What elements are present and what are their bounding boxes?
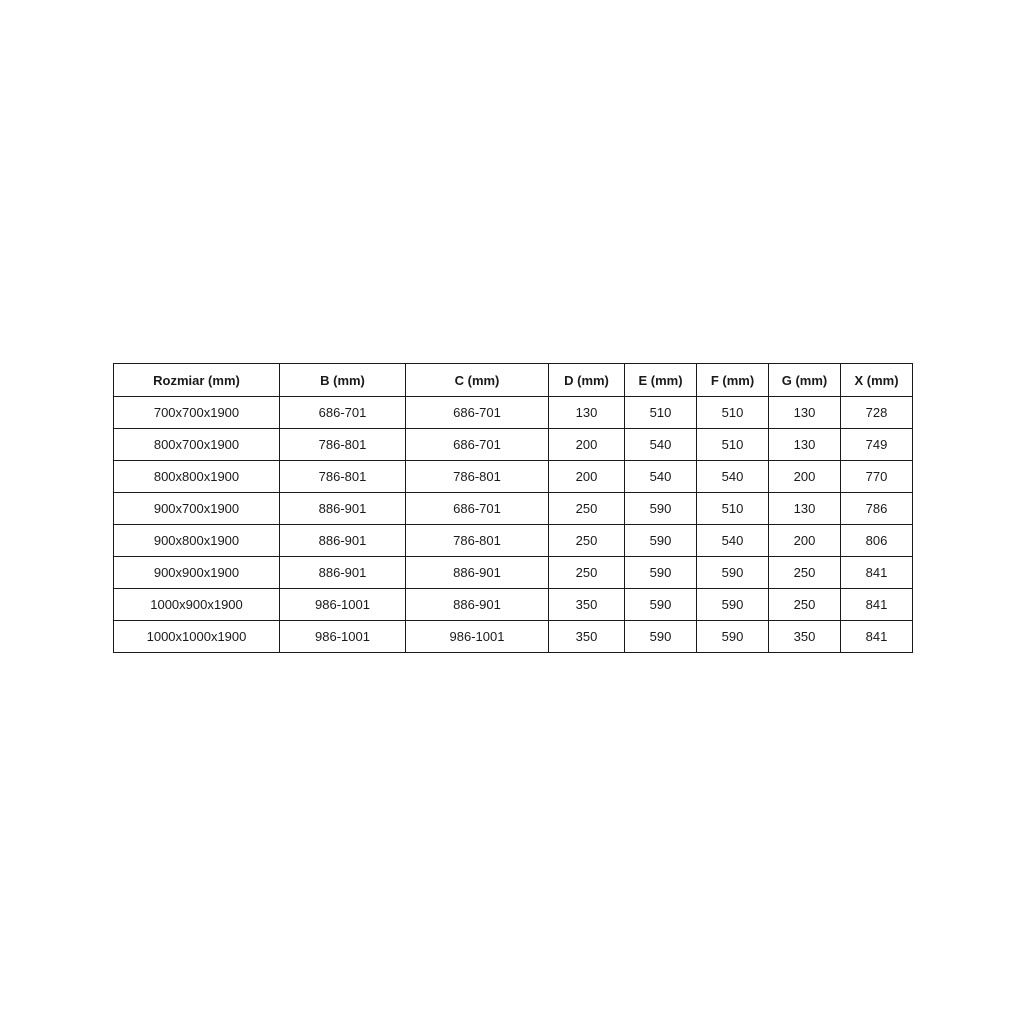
table-row xyxy=(114,525,913,557)
table-cell: 130 xyxy=(769,493,841,525)
table-cell: 350 xyxy=(549,589,625,621)
table-cell: 540 xyxy=(625,461,697,493)
table-cell: 686-701 xyxy=(406,397,549,429)
table-cell: 841 xyxy=(841,621,913,653)
table-cell: 250 xyxy=(549,525,625,557)
table-cell: 986-1001 xyxy=(280,589,406,621)
table-cell: 540 xyxy=(625,429,697,461)
table-cell: 686-701 xyxy=(406,493,549,525)
table-cell: 770 xyxy=(841,461,913,493)
table-header-row xyxy=(114,364,913,397)
table-cell: 130 xyxy=(769,397,841,429)
table-row xyxy=(114,397,913,429)
table-cell: 806 xyxy=(841,525,913,557)
table-cell: 130 xyxy=(549,397,625,429)
table-cell: 250 xyxy=(549,493,625,525)
table-cell: 841 xyxy=(841,589,913,621)
table-cell: 540 xyxy=(697,461,769,493)
column-header: Rozmiar (mm) xyxy=(114,364,280,397)
table-cell: 510 xyxy=(625,397,697,429)
table-cell: 886-901 xyxy=(280,557,406,589)
table-cell: 510 xyxy=(697,397,769,429)
table-row xyxy=(114,621,913,653)
table-cell: 510 xyxy=(697,429,769,461)
table-cell: 749 xyxy=(841,429,913,461)
table-row xyxy=(114,461,913,493)
table-row xyxy=(114,589,913,621)
table-cell: 200 xyxy=(549,429,625,461)
table-cell: 728 xyxy=(841,397,913,429)
table-row xyxy=(114,493,913,525)
table-cell: 590 xyxy=(625,493,697,525)
table-cell: 590 xyxy=(625,525,697,557)
table-cell: 800x800x1900 xyxy=(114,461,280,493)
table-cell: 786-801 xyxy=(280,461,406,493)
size-specification-table xyxy=(113,363,913,653)
table-cell: 886-901 xyxy=(406,557,549,589)
table-header xyxy=(114,364,913,397)
column-header: C (mm) xyxy=(406,364,549,397)
table-cell: 200 xyxy=(769,461,841,493)
table-cell: 786 xyxy=(841,493,913,525)
table-body xyxy=(114,397,913,653)
table-cell: 200 xyxy=(769,525,841,557)
table-cell: 886-901 xyxy=(280,525,406,557)
table-cell: 886-901 xyxy=(406,589,549,621)
table-cell: 200 xyxy=(549,461,625,493)
column-header: G (mm) xyxy=(769,364,841,397)
table-cell: 590 xyxy=(625,557,697,589)
table-cell: 686-701 xyxy=(280,397,406,429)
table-cell: 1000x900x1900 xyxy=(114,589,280,621)
column-header: E (mm) xyxy=(625,364,697,397)
table-cell: 1000x1000x1900 xyxy=(114,621,280,653)
table-cell: 986-1001 xyxy=(280,621,406,653)
table-cell: 590 xyxy=(625,621,697,653)
table-cell: 986-1001 xyxy=(406,621,549,653)
table-cell: 900x900x1900 xyxy=(114,557,280,589)
table-cell: 786-801 xyxy=(280,429,406,461)
table-cell: 250 xyxy=(549,557,625,589)
table-row xyxy=(114,557,913,589)
table-row xyxy=(114,429,913,461)
table-cell: 841 xyxy=(841,557,913,589)
table-cell: 350 xyxy=(769,621,841,653)
column-header: D (mm) xyxy=(549,364,625,397)
table-cell: 590 xyxy=(697,557,769,589)
column-header: F (mm) xyxy=(697,364,769,397)
table-cell: 350 xyxy=(549,621,625,653)
table-cell: 130 xyxy=(769,429,841,461)
table-cell: 590 xyxy=(625,589,697,621)
column-header: B (mm) xyxy=(280,364,406,397)
table-cell: 786-801 xyxy=(406,461,549,493)
table-cell: 590 xyxy=(697,589,769,621)
table-cell: 686-701 xyxy=(406,429,549,461)
table-cell: 900x700x1900 xyxy=(114,493,280,525)
table-cell: 590 xyxy=(697,621,769,653)
table-cell: 510 xyxy=(697,493,769,525)
table-cell: 250 xyxy=(769,557,841,589)
table-cell: 700x700x1900 xyxy=(114,397,280,429)
column-header: X (mm) xyxy=(841,364,913,397)
table-cell: 540 xyxy=(697,525,769,557)
table-cell: 900x800x1900 xyxy=(114,525,280,557)
table-cell: 886-901 xyxy=(280,493,406,525)
table-cell: 786-801 xyxy=(406,525,549,557)
table-cell: 250 xyxy=(769,589,841,621)
table-cell: 800x700x1900 xyxy=(114,429,280,461)
